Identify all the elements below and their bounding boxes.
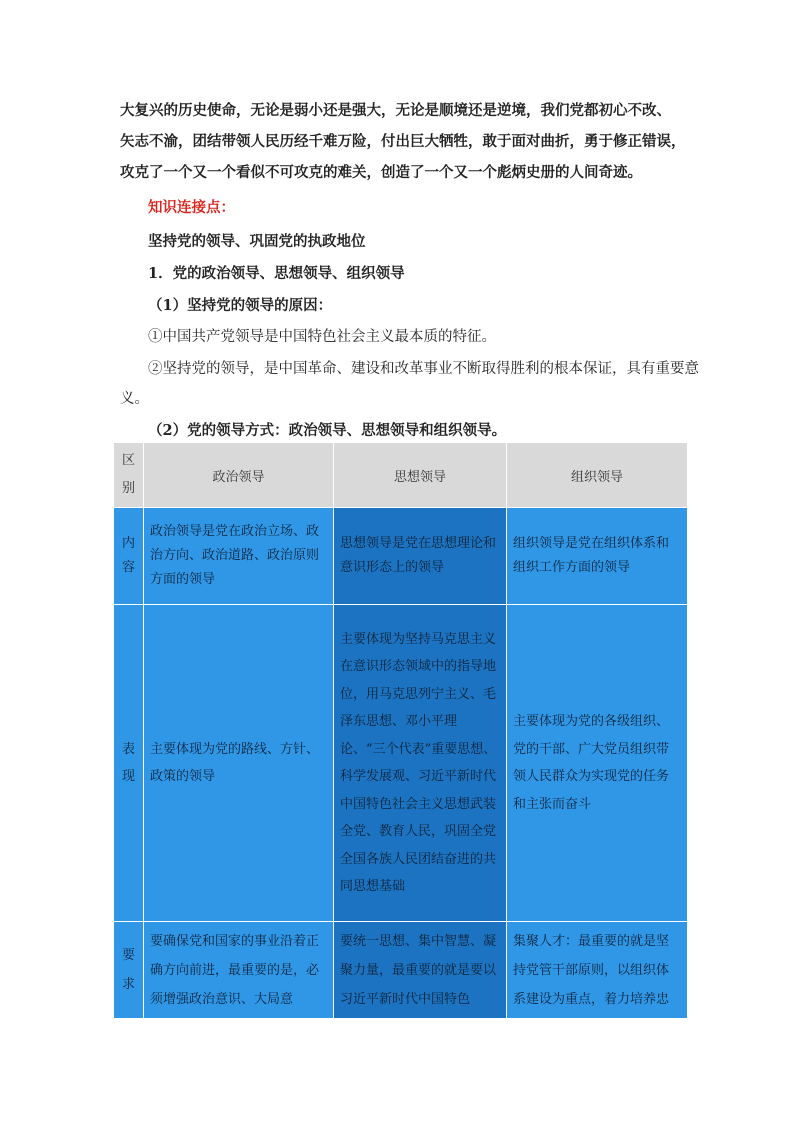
- cell-text: 集聚人才：最重要的就是坚持党管干部原则，以组织体系建设为重点，着力培养忠: [513, 933, 670, 1007]
- row-label-char: 内: [121, 536, 135, 551]
- table-row: [114, 605, 688, 922]
- row-label-cell: [114, 922, 144, 1019]
- table-row: [114, 922, 688, 1019]
- row-label-char: 容: [121, 560, 135, 575]
- table-row: [114, 508, 688, 605]
- subsection-heading: （1）坚持党的领导的原因：: [148, 297, 333, 314]
- subsection-heading: （2）党的领导方式：政治领导、思想领导和组织领导。: [148, 422, 507, 439]
- table-cell: [507, 922, 688, 1019]
- cell-text: 要确保党和国家的事业沿着正确方向前进，最重要的是，必须增强政治意识、大局意: [150, 933, 320, 1007]
- list-item: ②坚持党的领导，是中国革命、建设和改革事业不断取得胜利的根本保证，具有重要意: [148, 361, 699, 377]
- row-label-char: 要: [121, 948, 135, 963]
- table-cell: [507, 605, 688, 922]
- list-item: ①中国共产党领导是中国特色社会主义最本质的特征。: [148, 329, 496, 345]
- list-item-continuation: 义。: [120, 391, 149, 407]
- row-label-cell: [114, 605, 144, 922]
- row-label-char: 表: [121, 741, 135, 757]
- cell-text: 思想领导是党在思想理论和意识形态上的领导: [340, 536, 497, 575]
- subsection-heading: 1．党的政治领导、思想领导、组织领导: [148, 265, 405, 282]
- header-ideological: 思想领导: [334, 443, 507, 508]
- row-label-char: 现: [121, 769, 135, 784]
- cell-text: 组织领导是党在组织体系和组织工作方面的领导: [513, 536, 670, 575]
- header-label-char: 别: [121, 481, 135, 496]
- header-label-cell: [114, 443, 144, 508]
- header-label-char: 区: [121, 453, 135, 468]
- table-cell: [507, 508, 688, 605]
- paragraph-line: 攻克了一个又一个看似不可攻克的难关，创造了一个又一个彪炳史册的人间奇迹。: [120, 164, 642, 181]
- paragraph-line: 大复兴的历史使命，无论是弱小还是强大，无论是顺境还是逆境，我们党都初心不改、: [120, 102, 671, 119]
- cell-text: 主要体现为党的各级组织、党的干部、广大党员组织带领人民群众为实现党的任务和主张而奋斗: [513, 714, 670, 812]
- table-header-row: [114, 443, 688, 508]
- cell-text: 要统一思想、集中智慧、凝聚力量，最重要的就是要以习近平新时代中国特色: [340, 933, 497, 1007]
- cell-text: 政治领导是党在政治立场、政治方向、政治道路、政治原则方面的领导: [150, 524, 320, 587]
- table-cell: [144, 508, 334, 605]
- header-organizational: 组织领导: [507, 443, 688, 508]
- leadership-comparison-table: [113, 442, 688, 1019]
- row-label-char: 求: [121, 977, 135, 992]
- paragraph-line: 矢志不渝，团结带领人民历经千难万险，付出巨大牺牲，敢于面对曲折，勇于修正错误，: [120, 133, 686, 150]
- table-cell: [334, 605, 507, 922]
- header-political: 政治领导: [144, 443, 334, 508]
- table-cell: [334, 508, 507, 605]
- table-cell: [144, 605, 334, 922]
- cell-text: 主要体现为坚持马克思主义在意识形态领域中的指导地位，用马克思列宁主义、毛泽东思想、邓小平理论、“三个代表”重要思想、科学发展观、习近平新时代中国特色社会主义思想武装全党、教育人民，巩固全党全国各族人民团结奋进的共同思想基础: [340, 631, 497, 894]
- knowledge-link-heading: 知识连接点：: [148, 199, 235, 216]
- cell-text: 主要体现为党的路线、方针、政策的领导: [150, 741, 320, 784]
- row-label-cell: [114, 508, 144, 605]
- table-cell: [144, 922, 334, 1019]
- table-cell: [334, 922, 507, 1019]
- section-heading: 坚持党的领导、巩固党的执政地位: [148, 233, 366, 250]
